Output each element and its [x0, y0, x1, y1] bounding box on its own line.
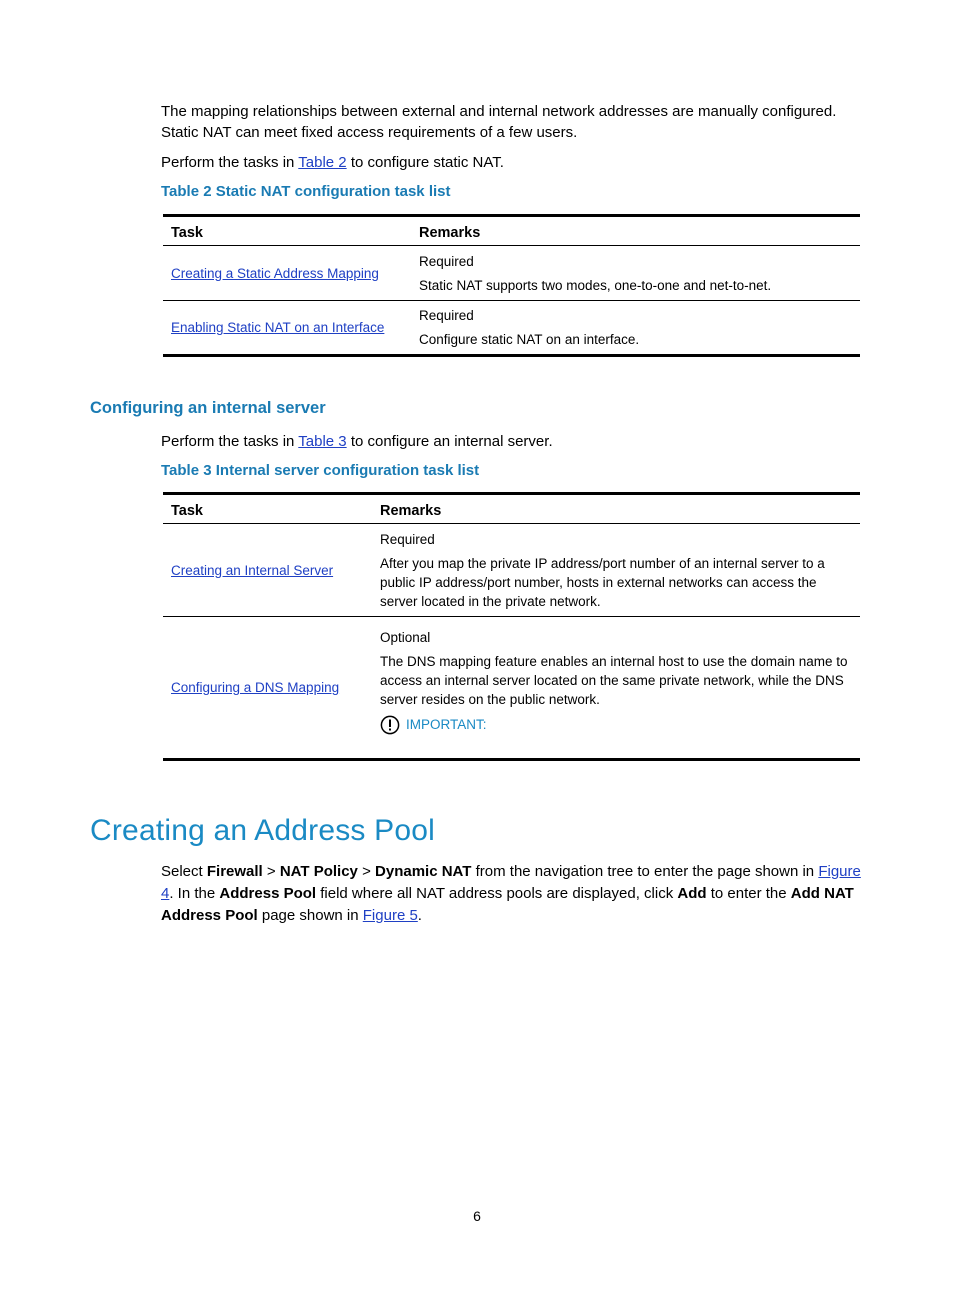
table-3-caption: Table 3 Internal server configuration task list: [161, 462, 480, 479]
task-link-dns-mapping[interactable]: Configuring a DNS Mapping: [171, 680, 340, 695]
table-3: [163, 492, 860, 761]
page-number: 6: [473, 1208, 481, 1224]
remark-optional: Optional: [380, 629, 431, 645]
table-3-link[interactable]: Table 3: [298, 433, 347, 450]
text-run: .: [417, 907, 422, 924]
text-run: >: [262, 863, 280, 880]
table-header-row: [163, 494, 860, 524]
remark-required: Required: [419, 253, 474, 269]
internal-server-paragraph: [161, 431, 866, 452]
task-cell: [163, 617, 372, 760]
table-header-row: [163, 216, 860, 246]
text-run: field where all NAT address pools are displayed, click: [316, 885, 678, 902]
table-row: [163, 246, 860, 301]
remark-detail: After you map the private IP address/port number of an internal server to a public IP address/port number, hosts in external networks can access the server located in the private network.: [380, 555, 825, 609]
table-2-link[interactable]: Table 2: [298, 154, 347, 171]
header-task: Task: [171, 225, 203, 241]
task-cell: [163, 524, 372, 617]
ui-term-firewall: Firewall: [206, 863, 263, 880]
text-run: >: [357, 863, 376, 880]
task-cell: [163, 246, 411, 301]
figure-4-link[interactable]: Figure 4: [161, 863, 861, 902]
remark-detail: Static NAT supports two modes, one-to-one and net-to-net.: [419, 277, 772, 293]
important-label: IMPORTANT:: [406, 717, 487, 732]
remarks-cell: [411, 246, 860, 301]
important-note: [380, 715, 852, 735]
remark-required: Required: [380, 531, 435, 547]
figure-5-link[interactable]: Figure 5: [362, 907, 418, 924]
table-row: [163, 524, 860, 617]
ui-term-nat-policy: NAT Policy: [279, 863, 358, 880]
text-run: page shown in: [257, 907, 363, 924]
text-run: to configure static NAT.: [346, 154, 504, 171]
ui-term-add: Add: [677, 885, 707, 902]
text-run: Perform the tasks in: [161, 154, 299, 171]
ui-term-add-nat-address-pool: Add NAT Address Pool: [161, 885, 854, 924]
text-run: Select: [161, 863, 207, 880]
intro-paragraph: [161, 101, 866, 143]
intro-tasks-paragraph: [161, 152, 866, 173]
header-remarks: Remarks: [419, 225, 481, 241]
remark-detail: Configure static NAT on an interface.: [419, 332, 640, 347]
ui-term-address-pool: Address Pool: [219, 885, 317, 902]
table-row: [163, 617, 860, 760]
text-run: from the navigation tree to enter the page shown in: [471, 863, 819, 880]
table-row: [163, 301, 860, 356]
ui-term-dynamic-nat: Dynamic NAT: [375, 863, 472, 880]
address-pool-heading: Creating an Address Pool: [90, 814, 436, 847]
remark-detail: The DNS mapping feature enables an internal host to use the domain name to access an internal server located on the same private network, while the DNS server resides on the public network.: [380, 653, 848, 707]
text-run: . In the: [169, 885, 220, 902]
text-run: Perform the tasks in: [161, 433, 299, 450]
table-2-caption: Table 2 Static NAT configuration task list: [161, 183, 451, 200]
internal-server-heading: Configuring an internal server: [90, 399, 326, 417]
remarks-cell: [372, 617, 860, 760]
important-icon: [380, 715, 400, 735]
task-link-internal-server[interactable]: Creating an Internal Server: [171, 562, 334, 578]
text-run: to configure an internal server.: [346, 433, 553, 450]
address-pool-paragraph: [161, 861, 866, 927]
intro-text: The mapping relationships between external and internal network addresses are manually configured. Static NAT can meet fixed access requirements of a few users.: [161, 103, 837, 141]
header-task: Task: [171, 503, 203, 519]
table-2: [163, 214, 860, 357]
header-remarks: Remarks: [380, 503, 442, 519]
remarks-cell: [372, 524, 860, 617]
remarks-cell: [411, 301, 860, 356]
task-link-enable-static-nat[interactable]: Enabling Static NAT on an Interface: [171, 320, 385, 335]
remark-required: Required: [419, 308, 474, 323]
task-cell: [163, 301, 411, 356]
task-link-static-mapping[interactable]: Creating a Static Address Mapping: [171, 265, 379, 281]
text-run: to enter the: [706, 885, 791, 902]
